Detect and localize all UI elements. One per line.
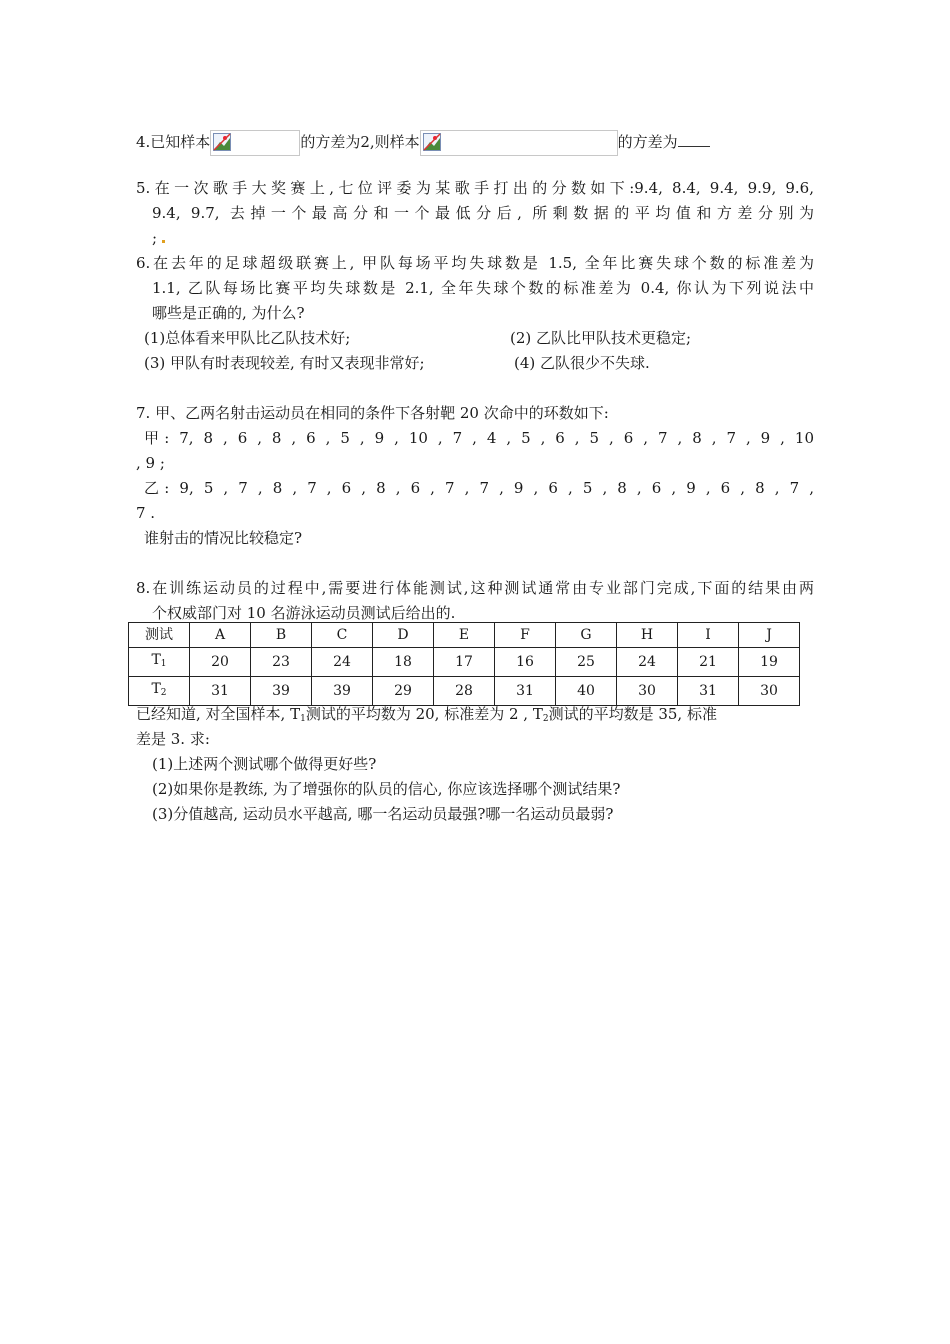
table-cell: 21 (678, 648, 739, 677)
table-cell: 31 (678, 677, 739, 706)
table-cell: 19 (739, 648, 800, 677)
table-cell: 39 (312, 677, 373, 706)
header-cell: B (251, 623, 312, 648)
table-cell: 30 (739, 677, 800, 706)
q7-yi-2: 7 . (136, 504, 156, 522)
table-row (129, 648, 800, 677)
table-cell: 39 (251, 677, 312, 706)
table-cell: 30 (617, 677, 678, 706)
table-cell: 28 (434, 677, 495, 706)
q6-option-3: (3) 甲队有时表现较差, 有时又表现非常好; (144, 354, 425, 372)
q4-text-3: 的方差为 (617, 133, 678, 151)
table-header-row (129, 623, 800, 648)
table-cell: 31 (190, 677, 251, 706)
q6-option-4: (4) 乙队很少不失球. (514, 354, 650, 372)
q6-option-1: (1)总体看来甲队比乙队技术好; (144, 329, 351, 347)
t2-subscript: 2 (542, 714, 549, 724)
edit-mark (162, 240, 165, 243)
q8-ask-3: (3)分值越高, 运动员水平越高, 哪一名运动员最强?哪一名运动员最弱? (152, 805, 614, 823)
q8-given-line (136, 704, 814, 729)
header-cell: D (373, 623, 434, 648)
header-cell: H (617, 623, 678, 648)
broken-image-icon (423, 133, 441, 151)
q6-option-2: (2) 乙队比甲队技术更稳定; (510, 329, 692, 347)
header-cell: I (678, 623, 739, 648)
header-cell: G (556, 623, 617, 648)
q6-line-3: 哪些是正确的, 为什么? (152, 304, 305, 322)
table-cell: 24 (312, 648, 373, 677)
q6-line-1: 6.在去年的足球超级联赛上, 甲队每场平均失球数是 1.5, 全年比赛失球个数的标准差为 (136, 254, 814, 272)
q5-line-1: 5.在一次歌手大奖赛上,七位评委为某歌手打出的分数如下:9.4, 8.4, 9.4, 9.9, 9.6, (136, 179, 814, 197)
q7-yi-1: 乙: 9, 5 , 7 , 8 , 7 , 6 , 8 , 6 , 7 , 7 , 9 , 6 , 5 , 8 , 6 , 9 , 6 , 8 , 7 , (144, 479, 814, 497)
test-scores-table (128, 622, 800, 706)
q4-text-1: 4.已知样本 (136, 133, 211, 151)
row-label-t1: $T_1$ (129, 648, 190, 677)
formula-image-1 (210, 130, 300, 156)
table-cell: 24 (617, 648, 678, 677)
header-cell: J (739, 623, 800, 648)
table-cell: 18 (373, 648, 434, 677)
table-cell: 25 (556, 648, 617, 677)
table-cell: 20 (190, 648, 251, 677)
q7-question: 谁射击的情况比较稳定? (144, 529, 303, 547)
header-cell: A (190, 623, 251, 648)
table-cell: 40 (556, 677, 617, 706)
given-text-2: 测试的平均数为 20, 标准差为 2 , T (305, 705, 543, 723)
table-cell: 16 (495, 648, 556, 677)
q8-line-2: 个权威部门对 10 名游泳运动员测试后给出的. (152, 604, 456, 622)
q8-line-1: 8.在训练运动员的过程中,需要进行体能测试,这种测试通常由专业部门完成,下面的结果由两 (136, 579, 814, 597)
q5-line-3 (152, 228, 165, 248)
q5-line-2: 9.4, 9.7, 去掉一个最高分和一个最低分后, 所剩数据的平均值和方差分别为 (152, 204, 814, 222)
q6-line-2: 1.1, 乙队每场比赛平均失球数是 2.1, 全年失球个数的标准差为 0.4, 你认为下列说法中 (152, 279, 814, 297)
q7-jia-2: , 9 ; (136, 454, 165, 472)
answer-blank (678, 132, 710, 147)
header-cell: E (434, 623, 495, 648)
q8-ask-2: (2)如果你是教练, 为了增强你的队员的信心, 你应该选择哪个测试结果? (152, 780, 621, 798)
table-cell: 23 (251, 648, 312, 677)
row-label-t2: $T_2$ (129, 677, 190, 706)
given-text-1: 已经知道, 对全国样本, T (136, 705, 301, 723)
q7-line-1: 7. 甲、乙两名射击运动员在相同的条件下各射靶 20 次命中的环数如下: (136, 404, 609, 422)
table-cell: 17 (434, 648, 495, 677)
q4-line (136, 130, 710, 156)
header-cell: 测试 (129, 623, 190, 648)
table-cell: 31 (495, 677, 556, 706)
q7-jia-1: 甲: 7, 8 , 6 , 8 , 6 , 5 , 9 , 10 , 7 , 4 , 5 , 6 , 5 , 6 , 7 , 8 , 7 , 9 , 10 (144, 429, 814, 447)
q4-text-2: 的方差为2,则样本 (300, 133, 420, 151)
q8-given-line-2: 差是 3. 求: (136, 730, 210, 748)
header-cell: F (495, 623, 556, 648)
header-cell: C (312, 623, 373, 648)
q8-ask-1: (1)上述两个测试哪个做得更好些? (152, 755, 377, 773)
table-row (129, 677, 800, 706)
table-cell: 29 (373, 677, 434, 706)
t1-subscript: 1 (300, 714, 306, 724)
broken-image-icon (213, 133, 231, 151)
q5-semicolon: ; (152, 229, 158, 247)
given-text-3: 测试的平均数是 35, 标准 (548, 705, 717, 723)
formula-image-2 (420, 130, 618, 156)
